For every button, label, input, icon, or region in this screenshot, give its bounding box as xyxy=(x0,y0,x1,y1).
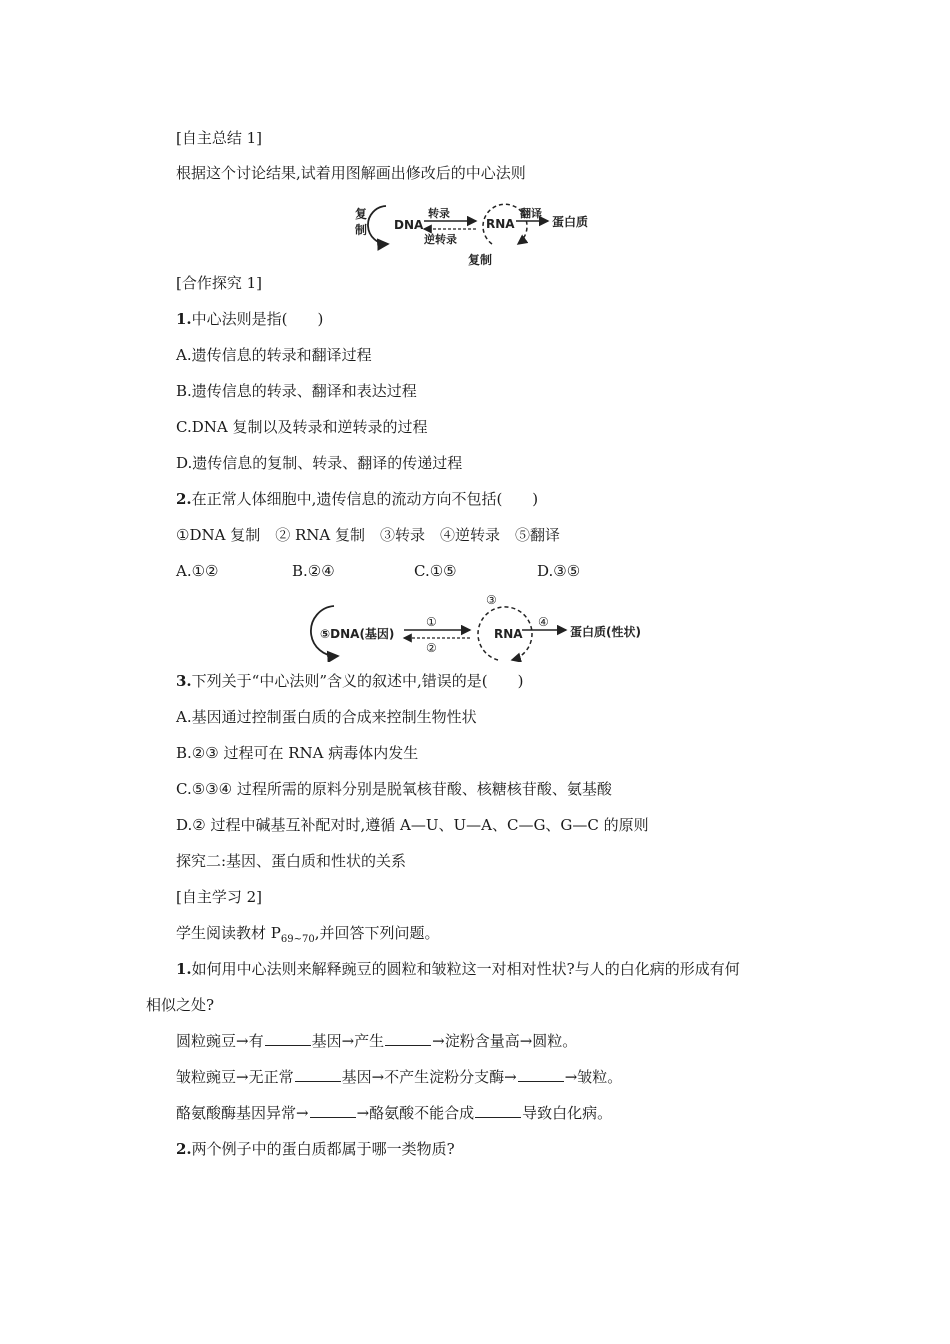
self-study-instruction xyxy=(176,923,439,950)
central-dogma-numbered-diagram xyxy=(308,592,648,662)
section-title-cooperative-1: [合作探究 1] xyxy=(176,274,263,292)
question-text: 在正常人体细胞中,遗传信息的流动方向不包括( ) xyxy=(191,490,539,508)
question-2-option-c: C.①⑤ xyxy=(414,562,457,580)
question-1-stem xyxy=(176,309,323,329)
question-2-option-d: D.③⑤ xyxy=(537,562,581,580)
problem-number: 1. xyxy=(176,960,192,978)
question-1-option-a: A.遗传信息的转录和翻译过程 xyxy=(176,346,372,364)
dna-replication-loop xyxy=(368,206,388,244)
rna-node: RNA xyxy=(494,627,523,641)
protein-node: 蛋白质 xyxy=(552,215,589,229)
fill-text: 皱粒豌豆→无正常 xyxy=(176,1068,294,1086)
reverse-transcription-label: 逆转录 xyxy=(424,233,457,246)
fill-text: →酪氨酸不能合成 xyxy=(356,1104,475,1122)
problem-1-line-2: 相似之处? xyxy=(146,996,215,1014)
question-1-option-b: B.遗传信息的转录、翻译和表达过程 xyxy=(176,382,417,400)
question-2-option-a: A.①② xyxy=(176,562,219,580)
question-number: 3. xyxy=(176,672,192,690)
rna-node: RNA xyxy=(486,217,515,231)
summary-instruction: 根据这个讨论结果,试着用图解画出修改后的中心法则 xyxy=(176,164,526,182)
label-2: ② xyxy=(426,641,437,655)
answer-blank[interactable] xyxy=(265,1031,311,1046)
explore-2-heading: 探究二:基因、蛋白质和性状的关系 xyxy=(176,852,407,870)
problem-text: 两个例子中的蛋白质都属于哪一类物质? xyxy=(191,1140,455,1158)
transcription-label: 转录 xyxy=(428,207,450,220)
question-3-option-b: B.②③ 过程可在 RNA 病毒体内发生 xyxy=(176,744,419,762)
question-2-option-b: B.②④ xyxy=(292,562,335,580)
instruction-post: ,并回答下列问题。 xyxy=(314,924,440,942)
answer-blank[interactable] xyxy=(518,1067,564,1082)
fill-line-round-pea xyxy=(176,1031,577,1051)
translation-label: 翻译 xyxy=(520,207,542,220)
problem-number: 2. xyxy=(176,1140,192,1158)
dna-node: DNA xyxy=(394,218,424,232)
question-1-option-d: D.遗传信息的复制、转录、翻译的传递过程 xyxy=(176,454,463,472)
question-text: 中心法则是指( ) xyxy=(191,310,324,328)
fill-line-albinism xyxy=(176,1103,612,1123)
problem-1-line-1 xyxy=(176,959,740,979)
problem-text: 如何用中心法则来解释豌豆的圆粒和皱粒这一对相对性状?与人的白化病的形成有何 xyxy=(191,960,740,978)
fill-text: 基因→不产生淀粉分支酶→ xyxy=(341,1068,517,1086)
fill-text: 圆粒豌豆→有 xyxy=(176,1032,264,1050)
dna-gene-node: ⑤DNA(基因) xyxy=(320,627,395,641)
answer-blank[interactable] xyxy=(295,1067,341,1082)
question-2-items: ①DNA 复制 ② RNA 复制 ③转录 ④逆转录 ⑤翻译 xyxy=(176,526,560,544)
instruction-pre: 学生阅读教材 P xyxy=(176,924,281,942)
answer-blank[interactable] xyxy=(310,1103,356,1118)
label-1: ① xyxy=(426,615,437,629)
section-title-self-summary-1: [自主总结 1] xyxy=(176,129,263,147)
protein-trait-node: 蛋白质(性状) xyxy=(570,625,641,639)
answer-blank[interactable] xyxy=(385,1031,431,1046)
replicate-left-label-a: 复 xyxy=(355,207,368,221)
fill-text: 导致白化病。 xyxy=(522,1104,613,1122)
replicate-left-label-b: 制 xyxy=(355,223,368,237)
question-3-option-a: A.基因通过控制蛋白质的合成来控制生物性状 xyxy=(176,708,477,726)
central-dogma-diagram xyxy=(352,198,602,270)
fill-line-wrinkled-pea xyxy=(176,1067,622,1087)
label-3: ③ xyxy=(486,593,497,607)
fill-text: 酪氨酸酶基因异常→ xyxy=(176,1104,309,1122)
replicate-bottom-label: 复制 xyxy=(468,253,493,267)
question-3-option-d: D.② 过程中碱基互补配对时,遵循 A—U、U—A、C—G、G—C 的原则 xyxy=(176,816,649,834)
question-3-stem xyxy=(176,671,523,691)
question-2-stem xyxy=(176,489,538,509)
section-title-self-study-2: [自主学习 2] xyxy=(176,888,263,906)
question-3-option-c: C.⑤③④ 过程所需的原料分别是脱氧核苷酸、核糖核苷酸、氨基酸 xyxy=(176,780,612,798)
fill-text: →淀粉含量高→圆粒。 xyxy=(432,1032,578,1050)
question-text: 下列关于“中心法则”含义的叙述中,错误的是( ) xyxy=(191,672,524,690)
fill-text: 基因→产生 xyxy=(311,1032,385,1050)
label-4: ④ xyxy=(538,615,549,629)
question-number: 1. xyxy=(176,310,192,328)
question-number: 2. xyxy=(176,490,192,508)
problem-2 xyxy=(176,1139,455,1159)
answer-blank[interactable] xyxy=(475,1103,521,1118)
fill-text: →皱粒。 xyxy=(564,1068,623,1086)
page-range: 69~70 xyxy=(280,934,315,945)
question-1-option-c: C.DNA 复制以及转录和逆转录的过程 xyxy=(176,418,428,436)
